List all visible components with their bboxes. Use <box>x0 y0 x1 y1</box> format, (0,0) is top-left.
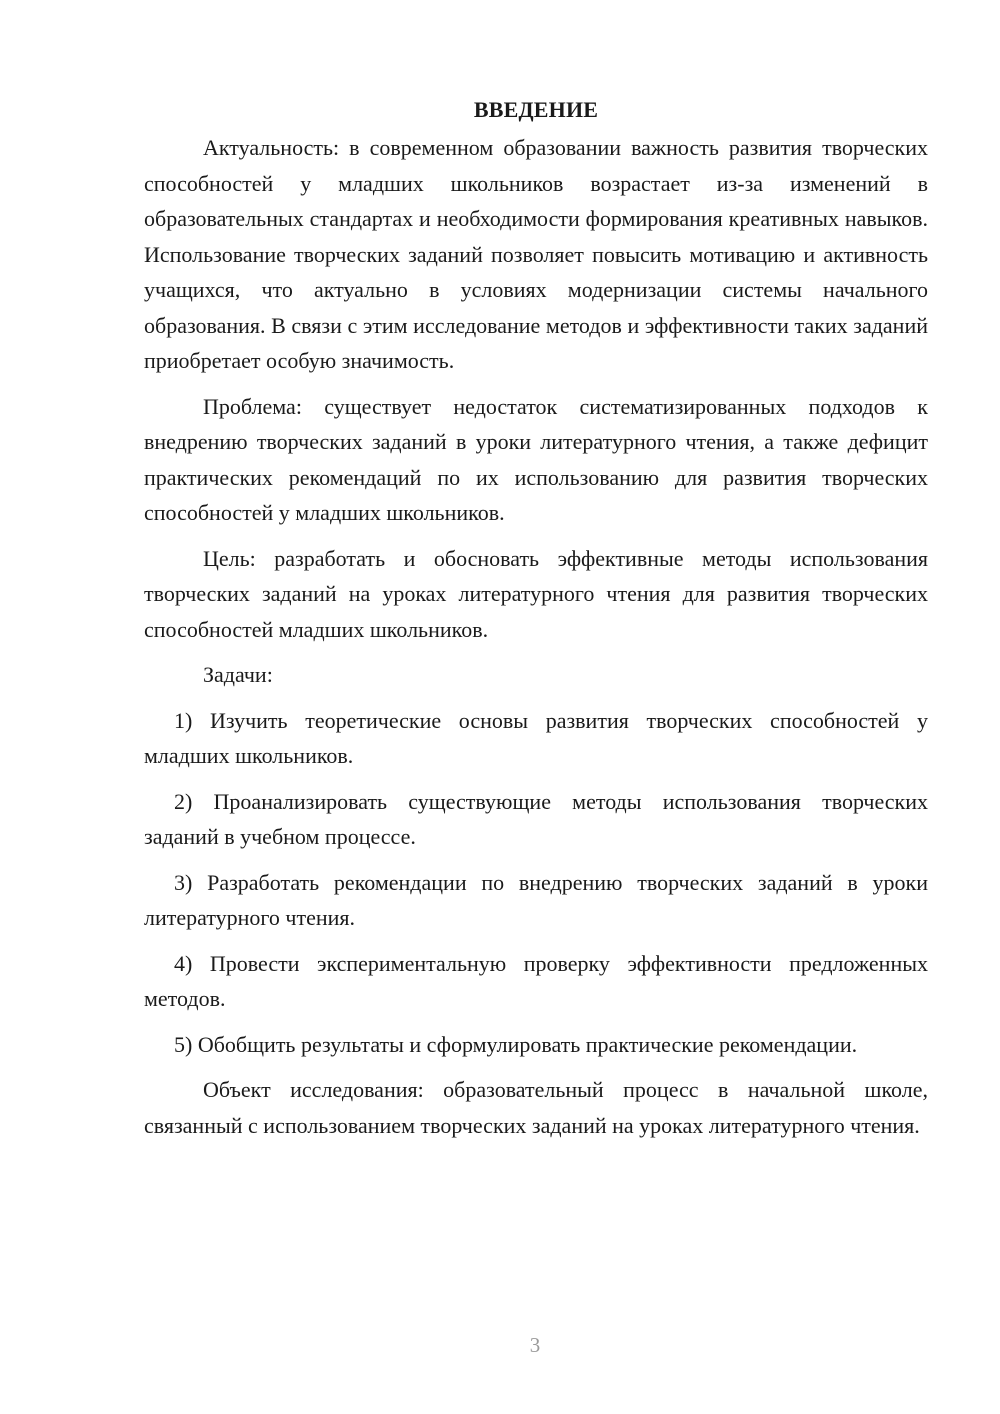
task-item-3: 3) Разработать рекомендации по внедрению творческих заданий в уроки литературного чтения. <box>144 869 928 930</box>
paragraph-goal: Цель: разработать и обосновать эффективные методы использования творческих заданий на уроках литературного чтения для развития творческих способностей младших школьников. <box>144 545 928 642</box>
section-title: ВВЕДЕНИЕ <box>473 97 599 122</box>
document-page <box>144 92 928 1153</box>
task-item-1: 1) Изучить теоретические основы развития творческих способностей у младших школьников. <box>144 707 928 768</box>
task-item-5: 5) Обобщить результаты и сформулировать практические рекомендации. <box>174 1031 858 1057</box>
paragraph-object: Объект исследования: образовательный процесс в начальной школе, связанный с использованием творческих заданий на уроках литературного чтения. <box>144 1077 928 1138</box>
paragraph-problem: Проблема: существует недостаток систематизированных подходов к внедрению творческих заданий в уроки литературного чтения, а также дефицит практических рекомендаций по их использованию для развития творческих способностей у младших школьников. <box>144 393 928 525</box>
task-item-2: 2) Проанализировать существующие методы использования творческих заданий в учебном процессе. <box>144 788 928 849</box>
paragraph-tasks-heading: Задачи: <box>203 662 273 687</box>
paragraph-relevance: Актуальность: в современном образовании важность развития творческих способностей у младших школьников возрастает из-за изменений в образовательных стандартах и необходимости формирования креативных навыков. Использование творческих заданий позволяет повысить мотивацию и активность учащихся, что актуально в условиях модернизации системы начального образования. В связи с этим исследование методов и эффективности таких заданий приобретает особую значимость. <box>144 135 928 373</box>
task-item-4: 4) Провести экспериментальную проверку эффективности предложенных методов. <box>144 950 928 1011</box>
page-number: 3 <box>529 1333 541 1357</box>
